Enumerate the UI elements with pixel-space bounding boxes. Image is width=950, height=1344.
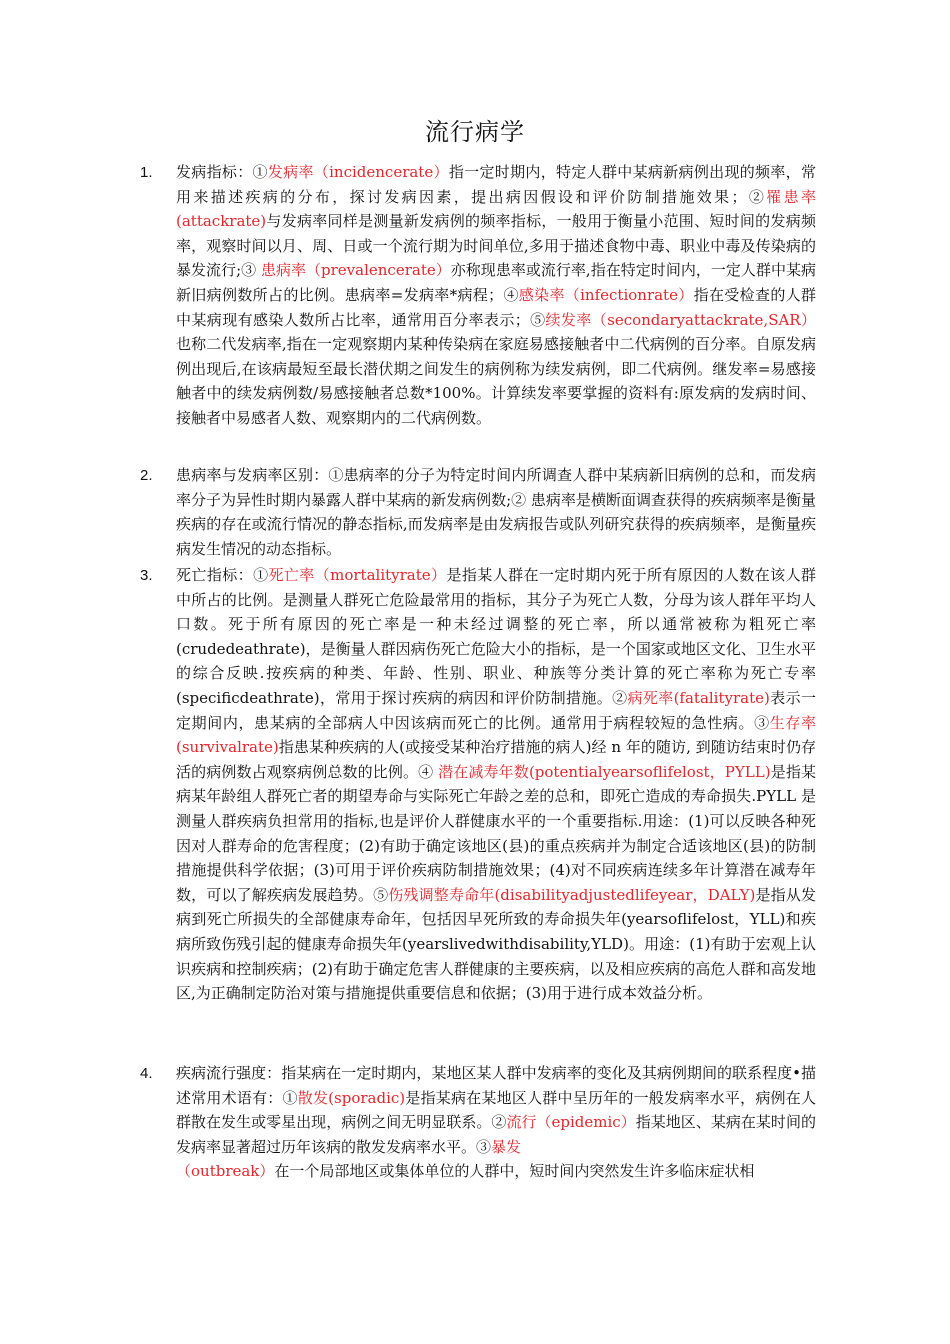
text-segment: 是指某病在某地区人群中呈历年的一般发病率水平，病例在人群散在发生或零星出现，病例之间无明显联系。② [176, 1088, 816, 1132]
item-number: 1. [140, 164, 153, 181]
text-segment: 指一定时期内，特定人群中某病新病例出现的频率，常用来描述疾病的分布，探讨发病因素，提出病因假设和评价防制措施效果；② [176, 163, 816, 206]
term-sporadic: 散发(sporadic) [297, 1088, 406, 1107]
term-pyll: 潜在减寿年数(potentialyearsoflifelost，PYLL) [438, 762, 771, 781]
item-number: 4. [140, 1065, 153, 1082]
term-prevalence-rate: 患病率（prevalencerate） [260, 261, 451, 280]
term-secondary-attack-rate: 续发率（secondaryattackrate,SAR） [545, 310, 816, 329]
list-item [0, 1061, 950, 1184]
text-segment: 与发病率同样是测量新发病例的频率指标，一般用于衡量小范围、短时间的发病频率，观察时间以月、周、日或一个流行期为时间单位,多用于描述食物中毒、职业中毒及传染病的暴发流行;③ [176, 212, 816, 280]
text-segment: 指在受检查的人群中某病现有感染人数所占比率，通常用百分率表示；⑤ [176, 285, 816, 329]
term-outbreak: 暴发 [491, 1137, 522, 1156]
term-epidemic: 流行（epidemic） [506, 1113, 636, 1132]
item-text [176, 563, 816, 1006]
term-incidence-rate: 发病率（incidencerate） [267, 163, 449, 181]
list-item [0, 463, 950, 563]
text-segment: 死亡指标：① [176, 566, 269, 584]
term-outbreak-english: （outbreak） [176, 1162, 275, 1181]
text-segment: 疾病流行强度：指某病在一定时期内，某地区某人群中发病率的变化及其病例期间的联系程度•描述常用术语有：① [176, 1064, 816, 1107]
document-title: 流行病学 [425, 118, 525, 146]
list-item [0, 160, 950, 463]
text-segment: 也称二代发病率,指在一定观察期内某种传染病在家庭易感接触者中二代病例的百分率。自原发病例出现后,在该病最短至最长潜伏期之间发生的病例称为续发病例，即二代病例。继发率=易感接触者中的续发病例数/易感接触者总数*100%。计算续发率要掌握的资料有:原发病的发病时间、接触者中易感者人数、观察期内的二代病例数。 [176, 335, 816, 427]
term-survival-rate: 生存率(survivalrate) [176, 713, 816, 757]
text-segment: 是指某病某年龄组人群死亡者的期望寿命与实际死亡年龄之差的总和，即死亡造成的寿命损失.PYLL 是测量人群疾病负担常用的指标,也是评价人群健康水平的一个重要指标.用途：(1)可以反映各种死因对人群寿命的危害程度；(2)有助于确定该地区(县)的重点疾病并为制定合适该地区(县)的防制措施提供科学依据；(3)可用于评价疾病防制措施效果；(4)对不同疾病连续多年计算潜在减寿年数，可以了解疾病发展趋势。⑤ [176, 762, 816, 904]
text-segment: 指患某种疾病的人(或接受某种治疗措施的病人)经 n 年的随访, 到随访结束时仍存活的病例数占观察病例总数的比例。④ [176, 738, 816, 781]
text-segment: 是指从发病到死亡所损失的全部健康寿命年，包括因早死所致的寿命损失年(yearsoflifelost，YLL)和疾病所致伤残引起的健康寿命损失年(yearslivedwithdisability,YLD)。用途：(1)有助于宏观上认识疾病和控制疾病；(2)有助于确定危害人群健康的主要疾病，以及相应疾病的高危人群和高发地区,为正确制定防治对策与措施提供重要信息和依据；(3)用于进行成本效益分析。 [176, 885, 816, 1003]
term-fatality-rate: 病死率(fatalityrate) [627, 688, 770, 707]
item-text [176, 1061, 816, 1184]
term-mortality-rate: 死亡率（mortalityrate） [268, 566, 447, 584]
item-number: 2. [140, 467, 153, 484]
text-segment: 表示一定期间内，患某病的全部病人中因该病而死亡的比例。通常用于病程较短的急性病。③ [176, 688, 816, 732]
item-number: 3. [140, 567, 153, 584]
text-segment: 指某地区、某病在某时间的发病率显著超过历年该病的散发发病率水平。③ [176, 1113, 816, 1156]
text-segment: 是指某人群在一定时期内死于所有原因的人数在该人群中所占的比例。是测量人群死亡危险最常用的指标，其分子为死亡人数，分母为该人群年平均人口数。死于所有原因的死亡率是一种未经过调整的死亡率，所以通常被称为粗死亡率(crudedeathrate)，是衡量人群因病伤死亡危险大小的指标，是一个国家或地区文化、卫生水平的综合反映.按疾病的种类、年龄、性别、职业、种族等分类计算的死亡率称为死亡专率(specificdeathrate)，常用于探讨疾病的病因和评价防制措施。② [176, 566, 816, 707]
term-infection-rate: 感染率（infectionrate） [518, 285, 694, 304]
text-segment: 在一个局部地区或集体单位的人群中，短时间内突然发生许多临床症状相 [274, 1162, 755, 1181]
text-segment: 患病率与发病率区别：①患病率的分子为特定时间内所调查人群中某病新旧病例的总和，而发病率分子为异性时期内暴露人群中某病的新发病例数;② 患病率是横断面调查获得的疾病频率是衡量疾病的存在或流行情况的静态指标,而发病率是由发病报告或队列研究获得的疾病频率，是衡量疾病发生情况的动态指标。 [176, 466, 816, 558]
term-daly: 伤残调整寿命年(disabilityadjustedlifeyear，DALY) [388, 885, 756, 904]
numbered-list [0, 160, 950, 1184]
text-segment: 亦称现患率或流行率,指在特定时间内，一定人群中某病新旧病例数所占的比例。患病率=发病率*病程；④ [176, 261, 816, 304]
item-text [176, 160, 816, 431]
list-item [0, 563, 950, 1061]
term-attack-rate: 罹患率(attackrate) [176, 187, 816, 231]
item-text [176, 463, 816, 561]
text-segment: 发病指标：① [176, 163, 268, 181]
